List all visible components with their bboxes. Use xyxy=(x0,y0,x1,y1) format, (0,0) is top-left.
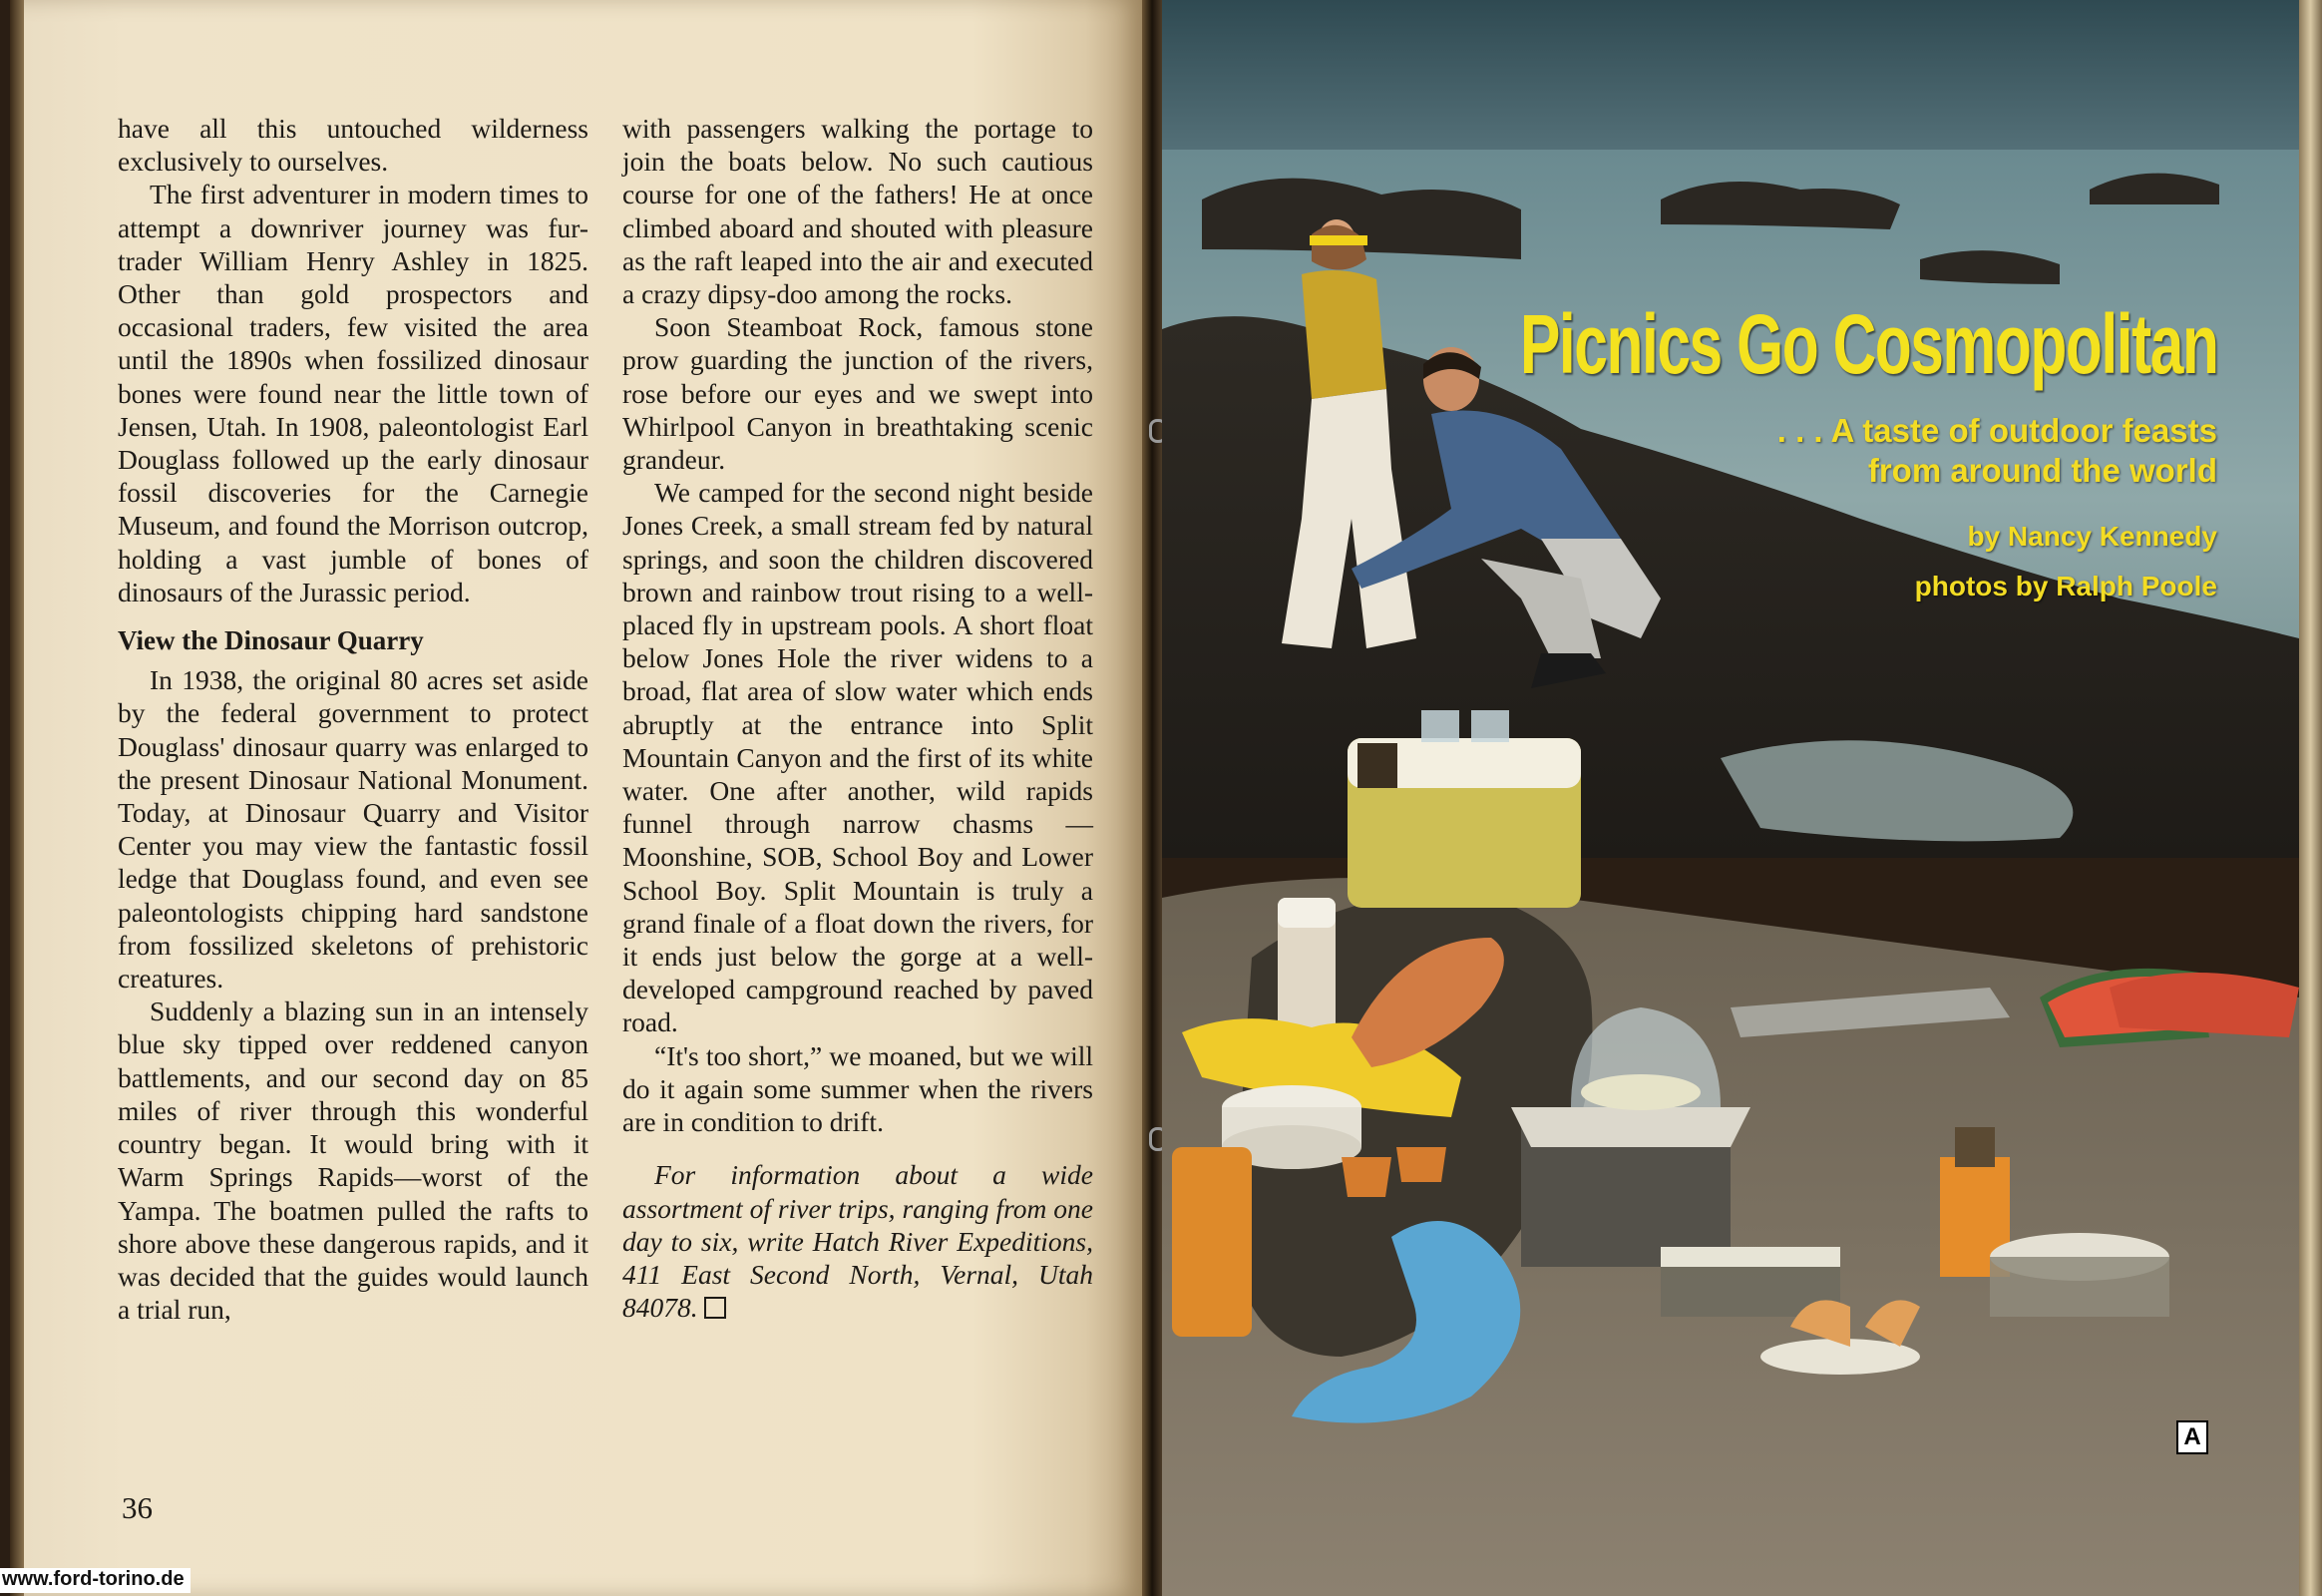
info-note xyxy=(622,1158,1093,1324)
paragraph: The first adventurer in modern times to attempt a downriver journey was fur-trader William Henry Ashley in 1825. Other than gold prospectors and occasional traders, few visited the area until the 1890s when fossilized dinosaur bones were found near the little town of Jensen, Utah. In 1908, paleontologist Earl Douglass followed up the early dinosaur fossil discoveries for the Carnegie Museum, and found the Morrison outcrop, holding a vast jumble of bones of dinosaurs of the Jurassic period. xyxy=(118,179,588,607)
paragraph: We camped for the second night beside Jones Creek, a small stream fed by natural springs, and soon the children discovered brown and rainbow trout rising to a well-placed fly in upstream pools. A short float below Jones Hole the river widens to a broad, flat area of slow water which ends abruptly at the entrance into Split Mountain Canyon and the first of its white water. One after another, wild rapids funnel through narrow chasms — Moonshine, SOB, School Boy and Lower School Boy. Split Mountain is truly a grand finale of a float down the rivers, for it ends just below the gorge at a well-developed campground reached by paved road. xyxy=(622,477,1093,1038)
watermark: www.ford-torino.de xyxy=(0,1568,191,1593)
article-subhead xyxy=(1249,411,2217,491)
paragraph: “It's too short,” we moaned, but we will do it again some summer when the rivers are in condition to drift. xyxy=(622,1039,1093,1138)
info-text: For information about a wide assortment of river trips, ranging from one day to six, write Hatch River Expeditions, 411 East Second North, Vernal, Utah 84078. xyxy=(622,1159,1093,1324)
text-column-2 xyxy=(622,112,1093,1324)
page-number: 36 xyxy=(122,1490,153,1525)
watermelon-slice xyxy=(2110,973,2299,1037)
article-headline: Picnics Go Cosmopolitan xyxy=(1519,297,2217,391)
paragraph: have all this untouched wilderness exclusively to ourselves. xyxy=(118,113,588,178)
orange-cup xyxy=(1396,1147,1446,1182)
section-heading: View the Dinosaur Quarry xyxy=(118,625,424,656)
end-mark-icon xyxy=(704,1297,726,1319)
page-edge xyxy=(2299,0,2322,1596)
left-page xyxy=(10,0,1142,1596)
bowl xyxy=(1990,1257,2169,1317)
page-edge xyxy=(10,0,24,1596)
utensils xyxy=(1955,1127,1995,1167)
text-column-1 xyxy=(118,112,588,1326)
cooler xyxy=(1348,710,1581,908)
photo-credit: photos by Ralph Poole xyxy=(1914,571,2217,601)
subhead-line: . . . A taste of outdoor feasts xyxy=(1776,412,2217,449)
orange-cup xyxy=(1342,1157,1391,1197)
page-badge: A xyxy=(2176,1420,2208,1454)
orange-jug xyxy=(1172,1147,1252,1337)
paragraph: Soon Steamboat Rock, famous stone prow guarding the junction of the rivers, rose before our eyes and we swept into Whirlpool Canyon in breathtaking scenic grandeur. xyxy=(622,311,1093,476)
picnic-photo xyxy=(1162,0,2299,1596)
subhead-line: from around the world xyxy=(1867,452,2217,489)
article-title-block xyxy=(1249,299,2217,602)
author-byline: by Nancy Kennedy xyxy=(1967,521,2217,552)
paragraph: In 1938, the original 80 acres set aside by the federal government to protect Douglass' dinosaur quarry was enlarged to the present Dinosaur National Monument. Today, at Dinosaur Quarry and Visitor Center you may view the fantastic fossil ledge that Douglass found, and even see paleontologists chipping hard sandstone from fossilized skeletons of prehistoric creatures. xyxy=(118,664,588,995)
right-page-photo xyxy=(1162,0,2299,1596)
paragraph: with passengers walking the portage to join the boats below. No such cautious course for one of the fathers! He at once climbed aboard and shouted with pleasure as the raft leaped into the air and executed a crazy dipsy-doo among the rocks. xyxy=(622,113,1093,310)
paragraph: Suddenly a blazing sun in an intensely blue sky tipped over reddened canyon battlements, and our second day on 85 miles of river through this wonderful country began. It would bring with it Warm Springs Rapids—worst of the Yampa. The boatmen pulled the rafts to shore above these dangerous rapids, and it was decided that the guides would launch a trial run, xyxy=(118,996,588,1326)
book-gutter xyxy=(1142,0,1162,1596)
sky xyxy=(1162,0,2299,160)
